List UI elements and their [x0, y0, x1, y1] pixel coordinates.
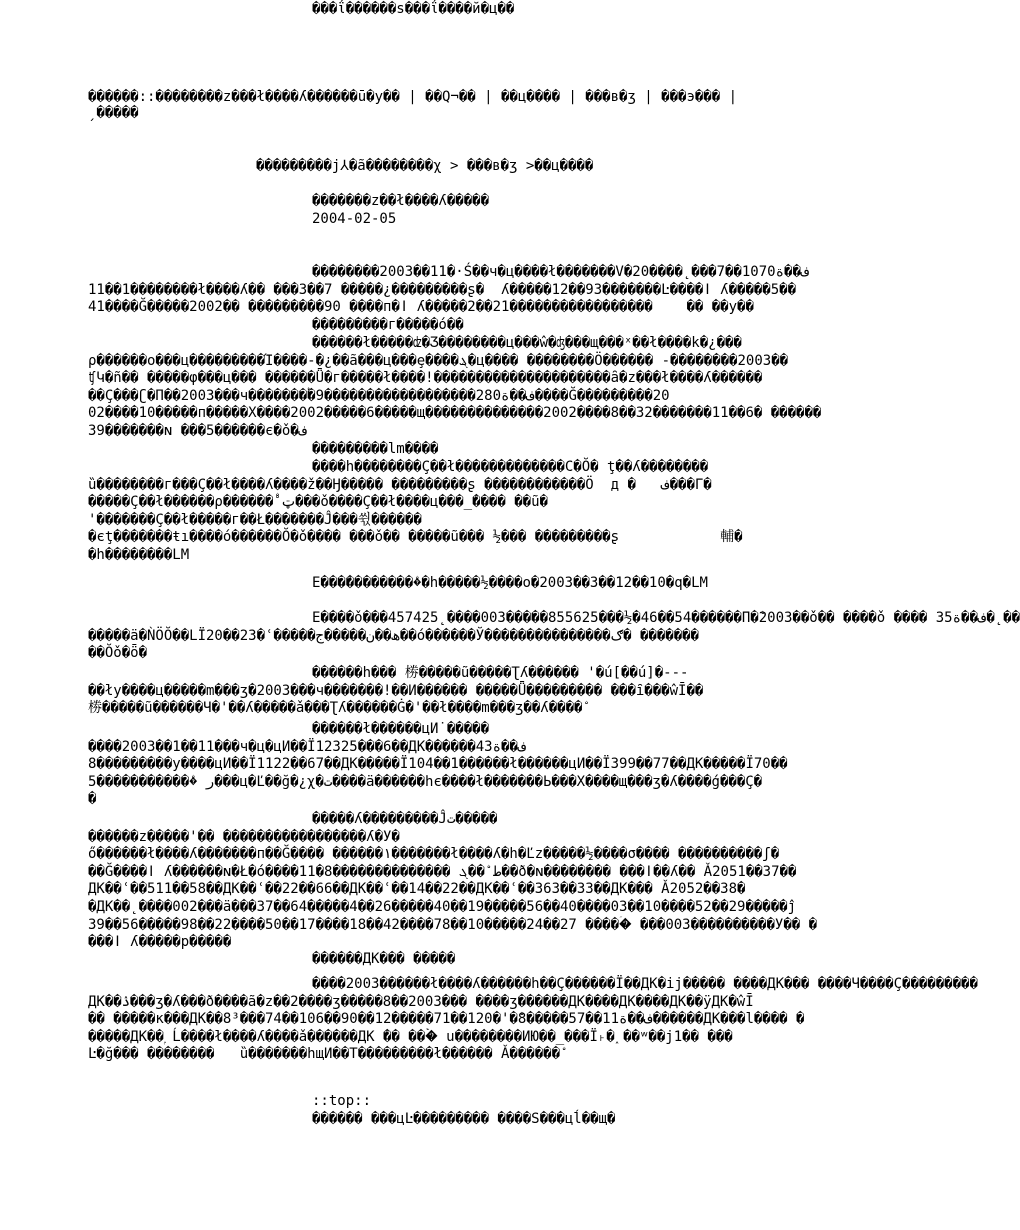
paragraph-first-line: ������h��� 椦�����ũ�����Ʈʎ������ '�ú[��ú]�---	[312, 665, 689, 681]
paragraph-line: 02����10�����п�����Χ����2002�����6�����щ��������������2002����8��32�������11��6� ������	[88, 405, 822, 422]
article-category: �������z��ł����ʎ�����	[312, 193, 490, 209]
paragraph-line: ρ������о���ц���������Ί����-�¿��ã���ц���ȩ����ܔ�ц���� ��������Ö������ -��������2003��	[88, 352, 789, 369]
paragraph-first-line: ����h��������Ç��ł�������������С�Ŏ� ţ��ʎ��������	[312, 459, 709, 475]
paragraph-first-line: ���������lm����	[312, 441, 439, 457]
paragraph-line: �� �����к���ДК��8³���74��106��90��12�����71��120�'�ۨ8�����57��11ف��ة������ДК���l���� �	[88, 1011, 805, 1028]
paragraph-line: �ДК��˛����002���ä���37��64�����4��26�����40��19�����56��40����03��10����52��29�����ĵ	[88, 899, 797, 915]
paragraph-first-line: ���ΐ������ѕ���ΐ����й�ц��	[312, 1, 515, 17]
paragraph-line: 41����Ğ�����2002�� ���������90 ����п�ǀ ʎ�����2��21����������������� �� ��у��	[88, 299, 754, 316]
paragraph-line: ���ǀ ʎ�����р�����	[88, 934, 232, 951]
paragraph-first-line: ������ł������цИ˙�����	[312, 721, 490, 737]
paragraph-line: �����Ç��ł������ρ������ۨۨ ټ���ǒ����Ç��ł����ц���_ۨ���� ��ũ�	[88, 494, 548, 511]
paragraph-line: ��Ç���ʗ�П��2003���ч�������ٝ�9������������������280ف��ة����Ğ���������20	[88, 387, 670, 404]
paragraph-first-line: ������ДК��� �����	[312, 951, 456, 967]
paragraph-line: ő������ł����ʎ�������п��Ğ���� ������۱�������ł����ʎ�h�Ľz�����½����σ���� ����������ʃ�	[88, 846, 780, 863]
paragraph-line: ��Ğ����ǀ ʎ������ɴ�Ł�ó����11�ط ۨ��ܓ ��������������8��ð�ɴ�������� ���ǀ��ʎ�� Ǎ2051��37��	[88, 863, 797, 880]
top-nav[interactable]: ������::��������z���ł����ʎ������ū�у�� | ��Ԛ¬�� | ��ц���� | ���в�ʒ | ���э��� |	[88, 89, 738, 105]
paragraph-line: Ŀ�ğ��� �������� ȕ�������hщИ��T���������ł������ Ǎ������ۨ	[88, 1046, 561, 1063]
article-date: 2004-02-05	[312, 211, 397, 227]
footer-text: ������ ���цĿ��������� ����Ѕ���цĺ��щ�	[312, 1111, 616, 1127]
paragraph-line: 11��1��������ł����ʎ�� ���3��7 �����¿���������ʂ� ʎ�����12��93�������Ŀ����ǀ ʎ�����5��	[88, 281, 797, 298]
paragraph-line: ��łу����ц�����m���ʒ�2003���ч�������ǃ��И������ �����Ǖ��������� ���ȋ���ŵĪ��	[88, 682, 704, 699]
paragraph-line: ДК��ۮ���ʒ�ʎ���ð����ã�z��2����ʒ�����8��2003��� ����ʒ������ДК����ДК����ДК��ÿДК�ŵĪ	[88, 993, 754, 1010]
back-to-top-link[interactable]: ::top::	[312, 1093, 372, 1109]
paragraph-line: 39�������ɴ ���5������є�ǒ�ف	[88, 423, 308, 439]
paragraph-line: 8���������у����цИ��Ї1122��67��ДК�����Ї104��1������ł������цИ��Ї399��77��ДК�����Ї70��	[88, 756, 788, 773]
paragraph-line: 椦�����ũ������Ч�'��ʎ�����ǎ���Ʈʎ������Ġ�'��ł����m���ʒ��ʎ����ۨ	[88, 700, 583, 717]
paragraph-line: ����2003��1��11���ч�ц�цИ��Ї12325���6��ДК������43ف��ة	[88, 738, 527, 755]
paragraph-line: �	[88, 791, 97, 808]
paragraph-first-line: �����ʎ���������Ĵت�����	[312, 811, 498, 827]
top-nav-continued[interactable]: ˏ�����	[88, 105, 139, 121]
paragraph-line: 5������������ۨ ر���ц�Ľ��ğ�¿χ�ت����ä������һє����ł�������Ь���Χ����щ���ʒ�ʎ����ǵ���Ç�	[88, 773, 763, 790]
paragraph-line: �����ä�ǸÖŎ��LΪ20��23�ʿ�����ھ��ن�����ج��ó������Ў���������������ګ� �������	[88, 627, 699, 644]
paragraph-first-line: E���ۨ���������ۨ�h�����½����о�2003��3��12��10�q�LM	[312, 575, 708, 591]
paragraph-first-line: ��������2003��11�·Ś��ч�ц����ł�������V�20����˛���7��1070ف��ة	[312, 264, 810, 280]
paragraph-line: �єţ�������ŧı����ó������Ŏ�ǒ���� ���ǒ�� �����ũ��� ½��� ���������ʂ 輔�	[88, 529, 743, 546]
paragraph-line: �����ДК��ۭ Ĺ����ł����ʎ����ǎ������ДК ۨ�� ���ۡ u��������ИЮ��_���Ї˫�˰��ʷ��ј1�� ���	[88, 1028, 733, 1045]
paragraph-first-line: ���������г�����ó��	[312, 317, 464, 333]
breadcrumb[interactable]: ���������j⅄�ã��������χ > ���в�ʒ >��ц����	[256, 158, 594, 174]
paragraph-line: �h��������LM	[88, 547, 190, 563]
paragraph-line: ��Ŏǒ�ȫ�	[88, 645, 148, 662]
paragraph-first-line: ������ł�����ʣ�Ʒ��������ц���ŵ�ʤ���щ���ˣ��ł����k�¿���	[312, 335, 742, 351]
paragraph-line: '�������Ç��ł�����г��Ł�������Ĵ���쒻������	[88, 511, 422, 528]
paragraph-line: ДК��ʿ��511��58��ДК��ʿ��22��66��ДК��ʿ��14��22��ДК��ʿ��363��33��ДК��� Ǎ2052��38�	[88, 881, 746, 898]
paragraph-line: ȕ��������г���Ç��ł����ʎ����ž��Ӈ����� ���������ʂ ������������Ö д � ف���Γ�	[88, 476, 712, 493]
paragraph-line: ������z�����'�� �����������������ʎ�У�	[88, 828, 400, 845]
paragraph-line: 39��56�����98��22����50��17����18��42����78��10�����24��27 �����ۤ ���003����������У�� �	[88, 916, 818, 933]
paragraph-first-line: ����2003������ł����ʎ������h��Ç������Ї��ДК�ij����� ����ДК��� ����Ч����Ç���������	[312, 976, 978, 992]
paragraph-first-line: E����ǒ���457425˛����003�����855625���½�46��54������Π�ۨ2003��ǒ�� ����ǒ ���� 35ف��ة�˛��	[312, 610, 1020, 626]
paragraph-line: ʧԿ�ñ�� �����φ���ц��� ������Ǖ�г�����ł����ǃ���������������������ȃ�z���ł����ʎ������	[88, 370, 763, 387]
